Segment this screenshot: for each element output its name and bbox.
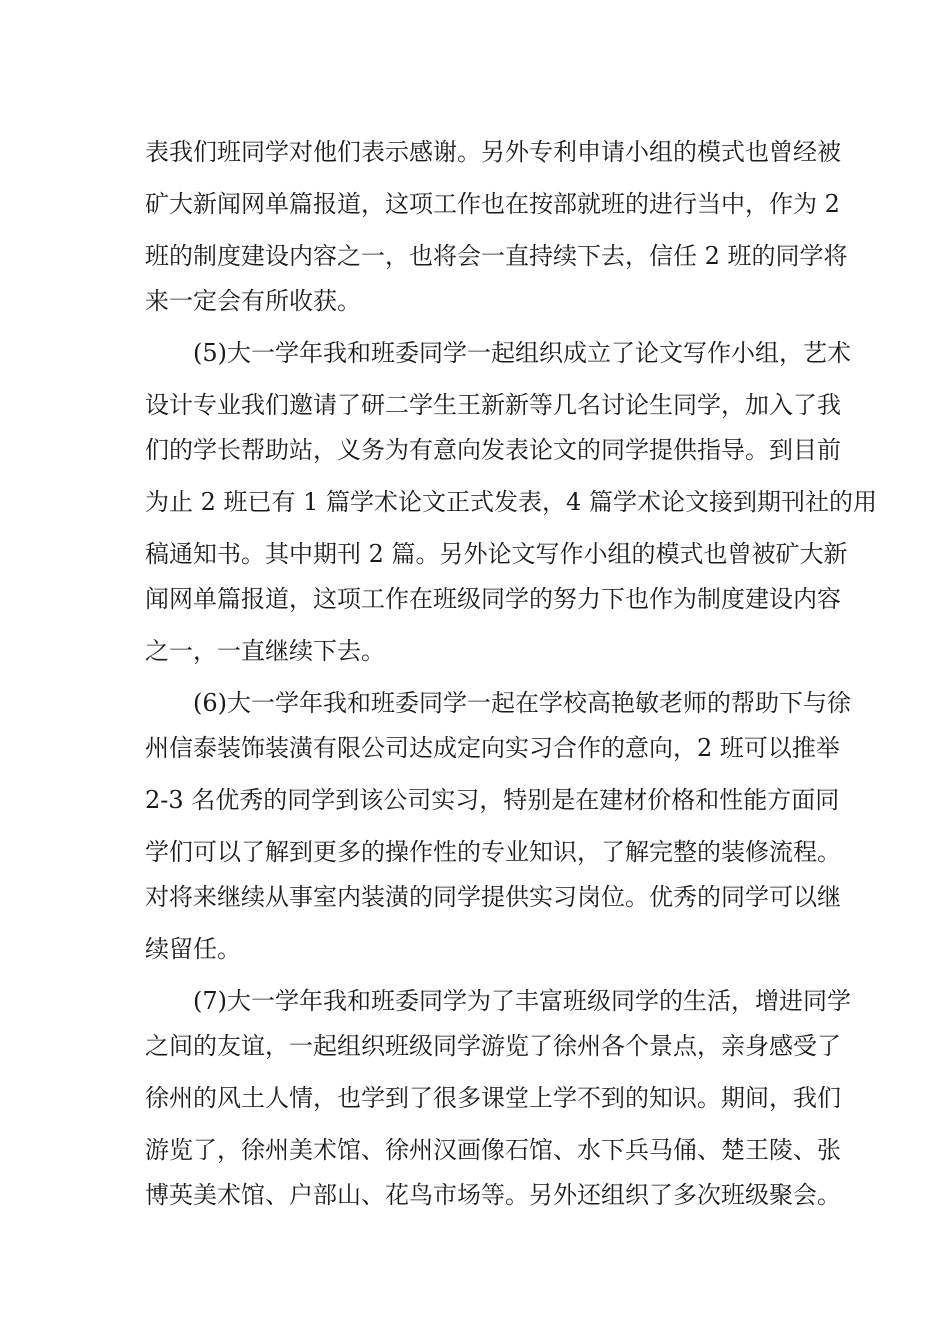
text-line: 们的学长帮助站，义务为有意向发表论文的同学提供指导。到目前 [145, 436, 841, 464]
paragraph-7-first-line: (7)大一学年我和班委同学为了丰富班级同学的生活，增进同学 [193, 987, 851, 1015]
text-line: 州信泰装饰装潢有限公司达成定向实习合作的意向，2 班可以推举 [145, 734, 840, 762]
text-line: 设计专业我们邀请了研二学生王新新等几名讨论生同学，加入了我 [145, 391, 841, 419]
text-line: 矿大新闻网单篇报道，这项工作也在按部就班的进行当中，作为 2 [145, 190, 840, 218]
paragraph-6-first-line: (6)大一学年我和班委同学一起在学校高艳敏老师的帮助下与徐 [193, 689, 851, 717]
text-line: 之间的友谊，一起组织班级同学游览了徐州各个景点，亲身感受了 [145, 1032, 841, 1060]
text-line: 之一，一直继续下去。 [145, 637, 385, 665]
text-line: 2-3 名优秀的同学到该公司实习，特别是在建材价格和性能方面同 [145, 786, 840, 814]
text-line: 对将来继续从事室内装潢的同学提供实习岗位。优秀的同学可以继 [145, 883, 841, 911]
text-line: 游览了，徐州美术馆、徐州汉画像石馆、水下兵马俑、楚王陵、张 [145, 1136, 841, 1164]
text-line: 博英美术馆、户部山、花鸟市场等。另外还组织了多次班级聚会。 [145, 1181, 841, 1209]
text-line: 表我们班同学对他们表示感谢。另外专利申请小组的模式也曾经被 [145, 138, 841, 166]
text-line: 续留任。 [145, 935, 241, 963]
text-line: 为止 2 班已有 1 篇学术论文正式发表，4 篇学术论文接到期刊社的用 [145, 488, 877, 516]
text-line: 徐州的风土人情，也学到了很多课堂上学不到的知识。期间，我们 [145, 1084, 841, 1112]
text-line: 来一定会有所收获。 [145, 287, 361, 315]
text-line: 学们可以了解到更多的操作性的专业知识，了解完整的装修流程。 [145, 838, 841, 866]
text-line: 稿通知书。其中期刊 2 篇。另外论文写作小组的模式也曾被矿大新 [145, 540, 848, 568]
paragraph-5-first-line: (5)大一学年我和班委同学一起组织成立了论文写作小组，艺术 [193, 339, 851, 367]
text-line: 闻网单篇报道，这项工作在班级同学的努力下也作为制度建设内容 [145, 585, 841, 613]
text-line: 班的制度建设内容之一，也将会一直持续下去，信任 2 班的同学将 [145, 242, 848, 270]
